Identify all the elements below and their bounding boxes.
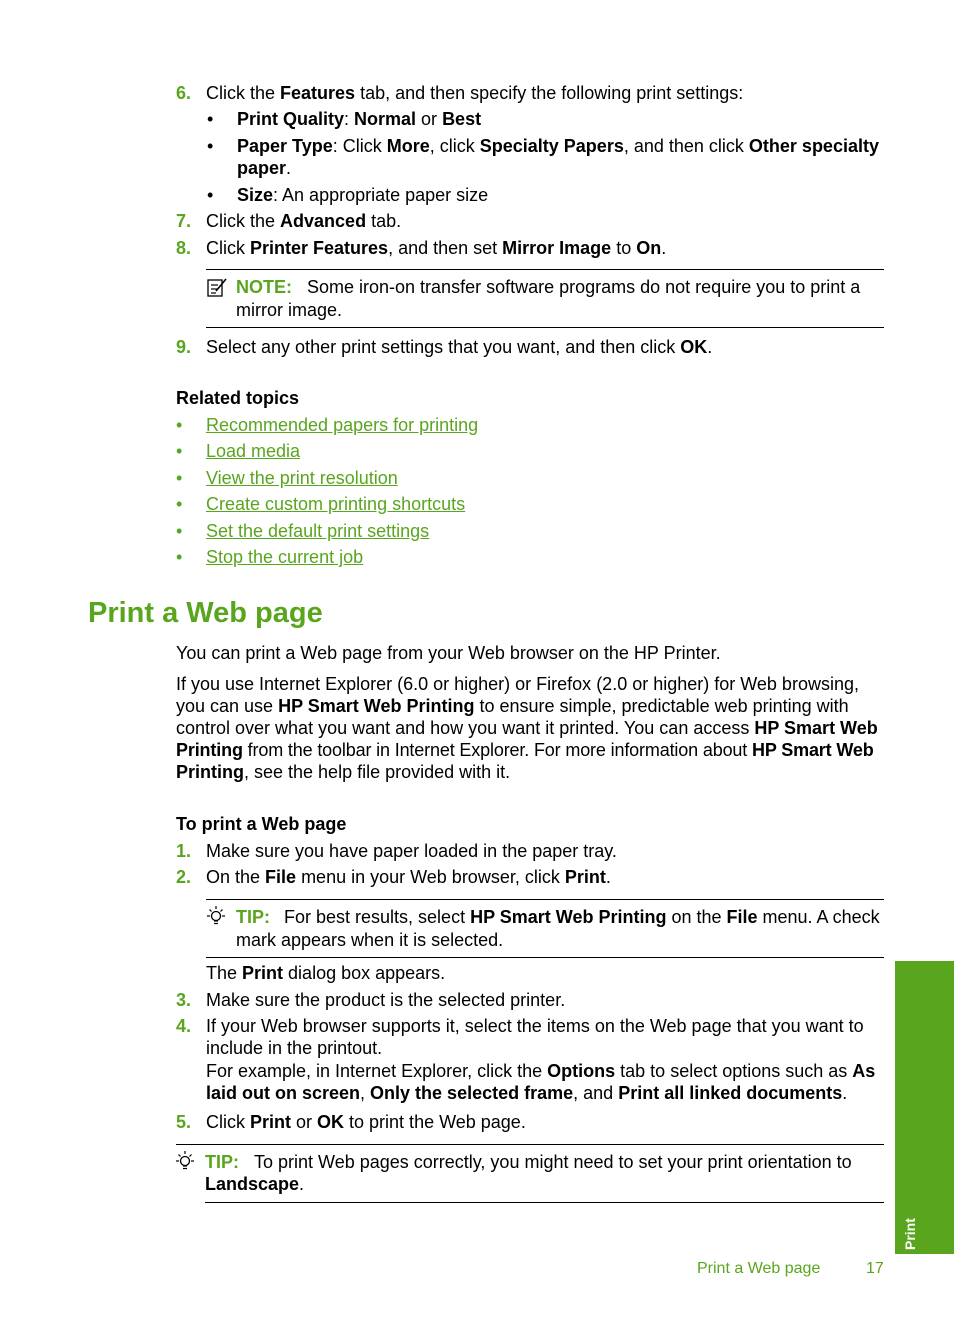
note-line-2: mirror image. xyxy=(236,300,343,320)
step-number: 1. xyxy=(176,841,192,861)
tip-1-line-1: TIP: For best results, select HP Smart Web Printing on the File menu. A check xyxy=(236,907,880,927)
note-line-1: NOTE: Some iron-on transfer software programs do not require you to print a xyxy=(236,277,861,297)
step-number: 3. xyxy=(176,990,192,1010)
web-step-2-text: On the File menu in your Web browser, click Print. xyxy=(206,867,611,887)
step-number: 6. xyxy=(176,83,192,103)
tip-top-rule xyxy=(206,899,884,900)
bullet: • xyxy=(207,109,214,129)
bullet-paper-type-cont: paper. xyxy=(237,158,292,178)
procedure-heading: To print a Web page xyxy=(176,814,347,834)
step-8-text: Click Printer Features, and then set Mirror Image to On. xyxy=(206,238,667,258)
bullet-print-quality: Print Quality: Normal or Best xyxy=(237,109,482,129)
bullet: • xyxy=(176,494,183,514)
web-step-5-text: Click Print or OK to print the Web page. xyxy=(206,1112,526,1132)
link-stop-current-job[interactable]: Stop the current job xyxy=(206,547,364,567)
note-bottom-rule xyxy=(206,327,884,328)
web-step-4-text: If your Web browser supports it, select the items on the Web page that you want to include in the printout. For example, in Internet Explorer, click the Options tab to select options such as As laid out on screen, Only the selected frame, and Print all linked documents. xyxy=(206,1016,876,1103)
bullet: • xyxy=(176,547,183,567)
footer-section-name: Print a Web page xyxy=(697,1260,821,1277)
bullet-paper-type: Paper Type: Click More, click Specialty Papers, and then click Other specialty xyxy=(237,136,879,156)
tip-2-line-1: TIP: To print Web pages correctly, you might need to set your print orientation to xyxy=(205,1152,852,1172)
link-view-print-resolution[interactable]: View the print resolution xyxy=(206,468,398,488)
step-number: 5. xyxy=(176,1112,192,1132)
tip-bottom-rule xyxy=(205,1202,884,1203)
step-number: 7. xyxy=(176,211,192,231)
bullet: • xyxy=(207,136,214,156)
dialog-appears-text: The Print dialog box appears. xyxy=(206,963,446,983)
step-number: 8. xyxy=(176,238,192,258)
link-default-print-settings[interactable]: Set the default print settings xyxy=(206,521,430,541)
tip-1-line-2: mark appears when it is selected. xyxy=(236,930,504,950)
bullet-size: Size: An appropriate paper size xyxy=(237,185,489,205)
step-number: 9. xyxy=(176,337,192,357)
related-topics-heading: Related topics xyxy=(176,388,300,408)
tip-bottom-rule xyxy=(206,957,884,958)
bullet: • xyxy=(207,185,214,205)
bullet: • xyxy=(176,468,183,488)
link-recommended-papers[interactable]: Recommended papers for printing xyxy=(206,415,479,435)
step-number: 4. xyxy=(176,1016,192,1036)
step-7-text: Click the Advanced tab. xyxy=(206,211,402,231)
tip-top-rule xyxy=(176,1144,884,1145)
chapter-side-tab-label: Print xyxy=(902,1218,918,1250)
note-icon xyxy=(206,277,228,299)
bullet: • xyxy=(176,441,183,461)
section-title: Print a Web page xyxy=(88,597,323,629)
step-9-text: Select any other print settings that you want, and then click OK. xyxy=(206,337,713,357)
smart-web-paragraph: If you use Internet Explorer (6.0 or higher) or Firefox (2.0 or higher) for Web browsing, you can use HP Smart Web Printing to ensure simple, predictable web printing with control over what you want and how you want it printed. You can access HP Smart Web Printing from the toolbar in Internet Explorer. For more information about HP Smart Web Printing, see the help file provided with it. xyxy=(176,674,878,782)
footer-page-number: 17 xyxy=(866,1260,884,1277)
note-top-rule xyxy=(206,269,884,270)
web-step-1-text: Make sure you have paper loaded in the paper tray. xyxy=(206,841,617,861)
step-6-text: Click the Features tab, and then specify the following print settings: xyxy=(206,83,744,103)
bullet: • xyxy=(176,415,183,435)
lightbulb-icon xyxy=(174,1150,196,1174)
web-step-3-text: Make sure the product is the selected printer. xyxy=(206,990,566,1010)
link-load-media[interactable]: Load media xyxy=(206,441,301,461)
step-number: 2. xyxy=(176,867,192,887)
lightbulb-icon xyxy=(205,905,227,929)
tip-2-line-2: Landscape. xyxy=(205,1174,305,1194)
link-create-shortcuts[interactable]: Create custom printing shortcuts xyxy=(206,494,466,514)
bullet: • xyxy=(176,521,183,541)
intro-text: You can print a Web page from your Web browser on the HP Printer. xyxy=(176,643,721,663)
